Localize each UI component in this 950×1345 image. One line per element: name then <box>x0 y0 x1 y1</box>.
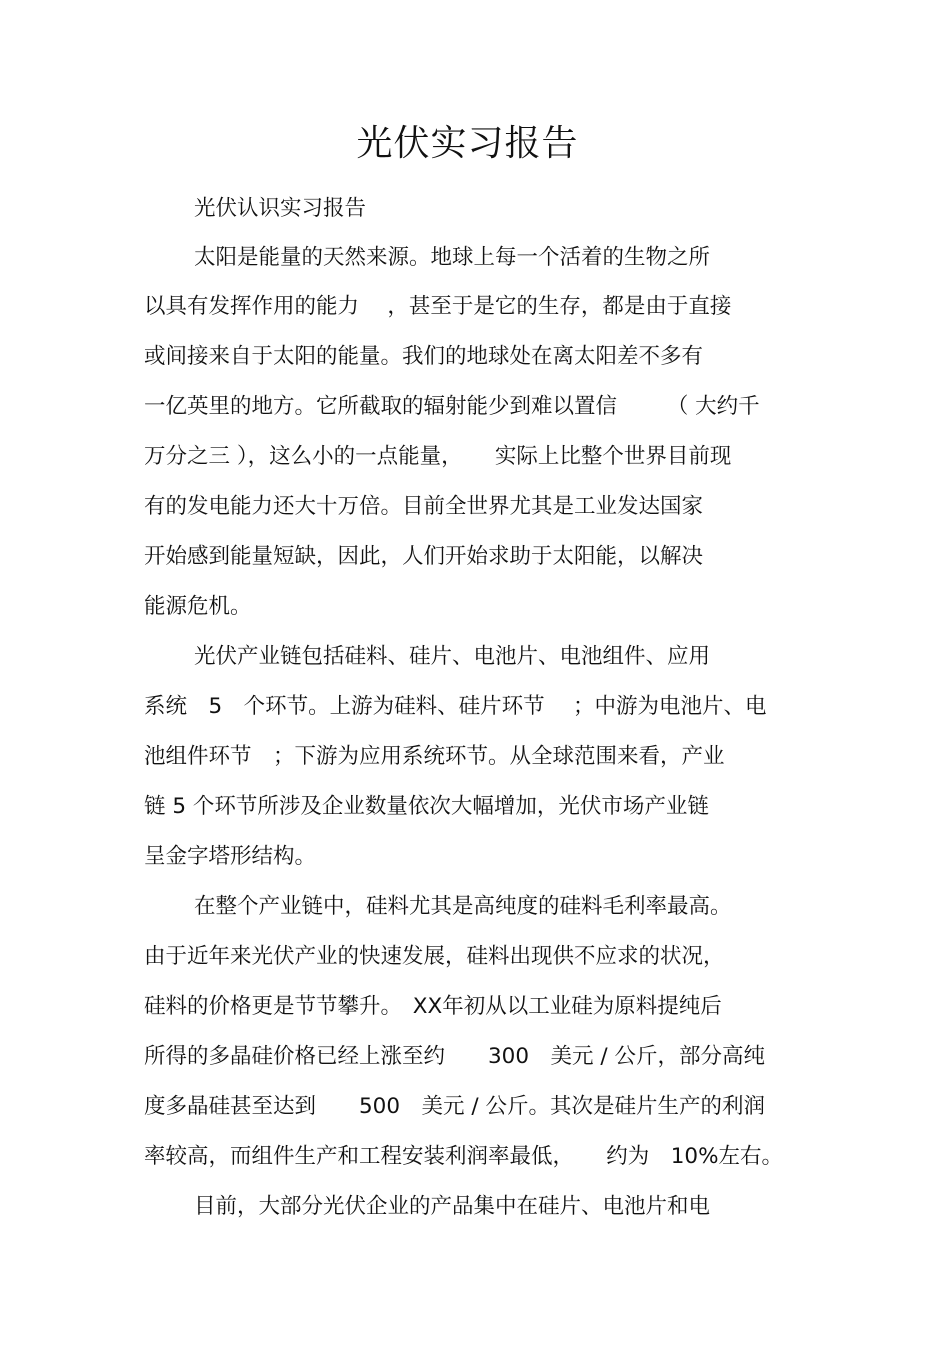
paragraph-line: 由于近年来光伏产业的快速发展，硅料出现供不应求的状况， <box>144 944 725 969</box>
document-subtitle: 光伏认识实习报告 <box>194 196 367 221</box>
paragraph-line: 能源危机。 <box>144 594 252 619</box>
paragraph-line: 一亿英里的地方。它所截取的辐射能少到难以置信 （ 大约千 <box>144 394 760 419</box>
paragraph-line: 所得的多晶硅价格已经上涨至约 300 美元 / 公斤，部分高纯 <box>144 1044 765 1069</box>
paragraph-line: 率较高，而组件生产和工程安装利润率最低， 约为 10%左右。 <box>144 1144 784 1169</box>
paragraph-line: 万分之三 ），这么小的一点能量， 实际上比整个世界目前现 <box>144 444 732 469</box>
paragraph-line: 在整个产业链中，硅料尤其是高纯度的硅料毛利率最高。 <box>194 894 732 919</box>
paragraph-line: 光伏产业链包括硅料、硅片、电池片、电池组件、应用 <box>194 644 711 669</box>
paragraph-line: 度多晶硅甚至达到 500 美元 / 公斤。其次是硅片生产的利润 <box>144 1094 765 1119</box>
paragraph-line: 系统 5 个环节。上游为硅料、硅片环节 ；中游为电池片、电 <box>144 694 767 719</box>
paragraph-line: 太阳是能量的天然来源。地球上每一个活着的生物之所 <box>194 245 711 270</box>
paragraph-line: 或间接来自于太阳的能量。我们的地球处在离太阳差不多有 <box>144 344 704 369</box>
paragraph-line: 开始感到能量短缺，因此，人们开始求助于太阳能，以解决 <box>144 544 704 569</box>
paragraph-line: 池组件环节 ；下游为应用系统环节。从全球范围来看，产业 <box>144 744 725 769</box>
paragraph-line: 有的发电能力还大十万倍。目前全世界尤其是工业发达国家 <box>144 494 704 519</box>
paragraph-line: 硅料的价格更是节节攀升。 XX年初从以工业硅为原料提纯后 <box>144 994 722 1019</box>
document-title: 光伏实习报告 <box>356 123 579 164</box>
paragraph-line: 以具有发挥作用的能力 ，甚至于是它的生存，都是由于直接 <box>144 294 732 319</box>
paragraph-line: 呈金字塔形结构。 <box>144 844 317 869</box>
paragraph-line: 目前，大部分光伏企业的产品集中在硅片、电池片和电 <box>194 1194 711 1219</box>
paragraph-line: 链 5 个环节所涉及企业数量依次大幅增加，光伏市场产业链 <box>144 794 709 819</box>
